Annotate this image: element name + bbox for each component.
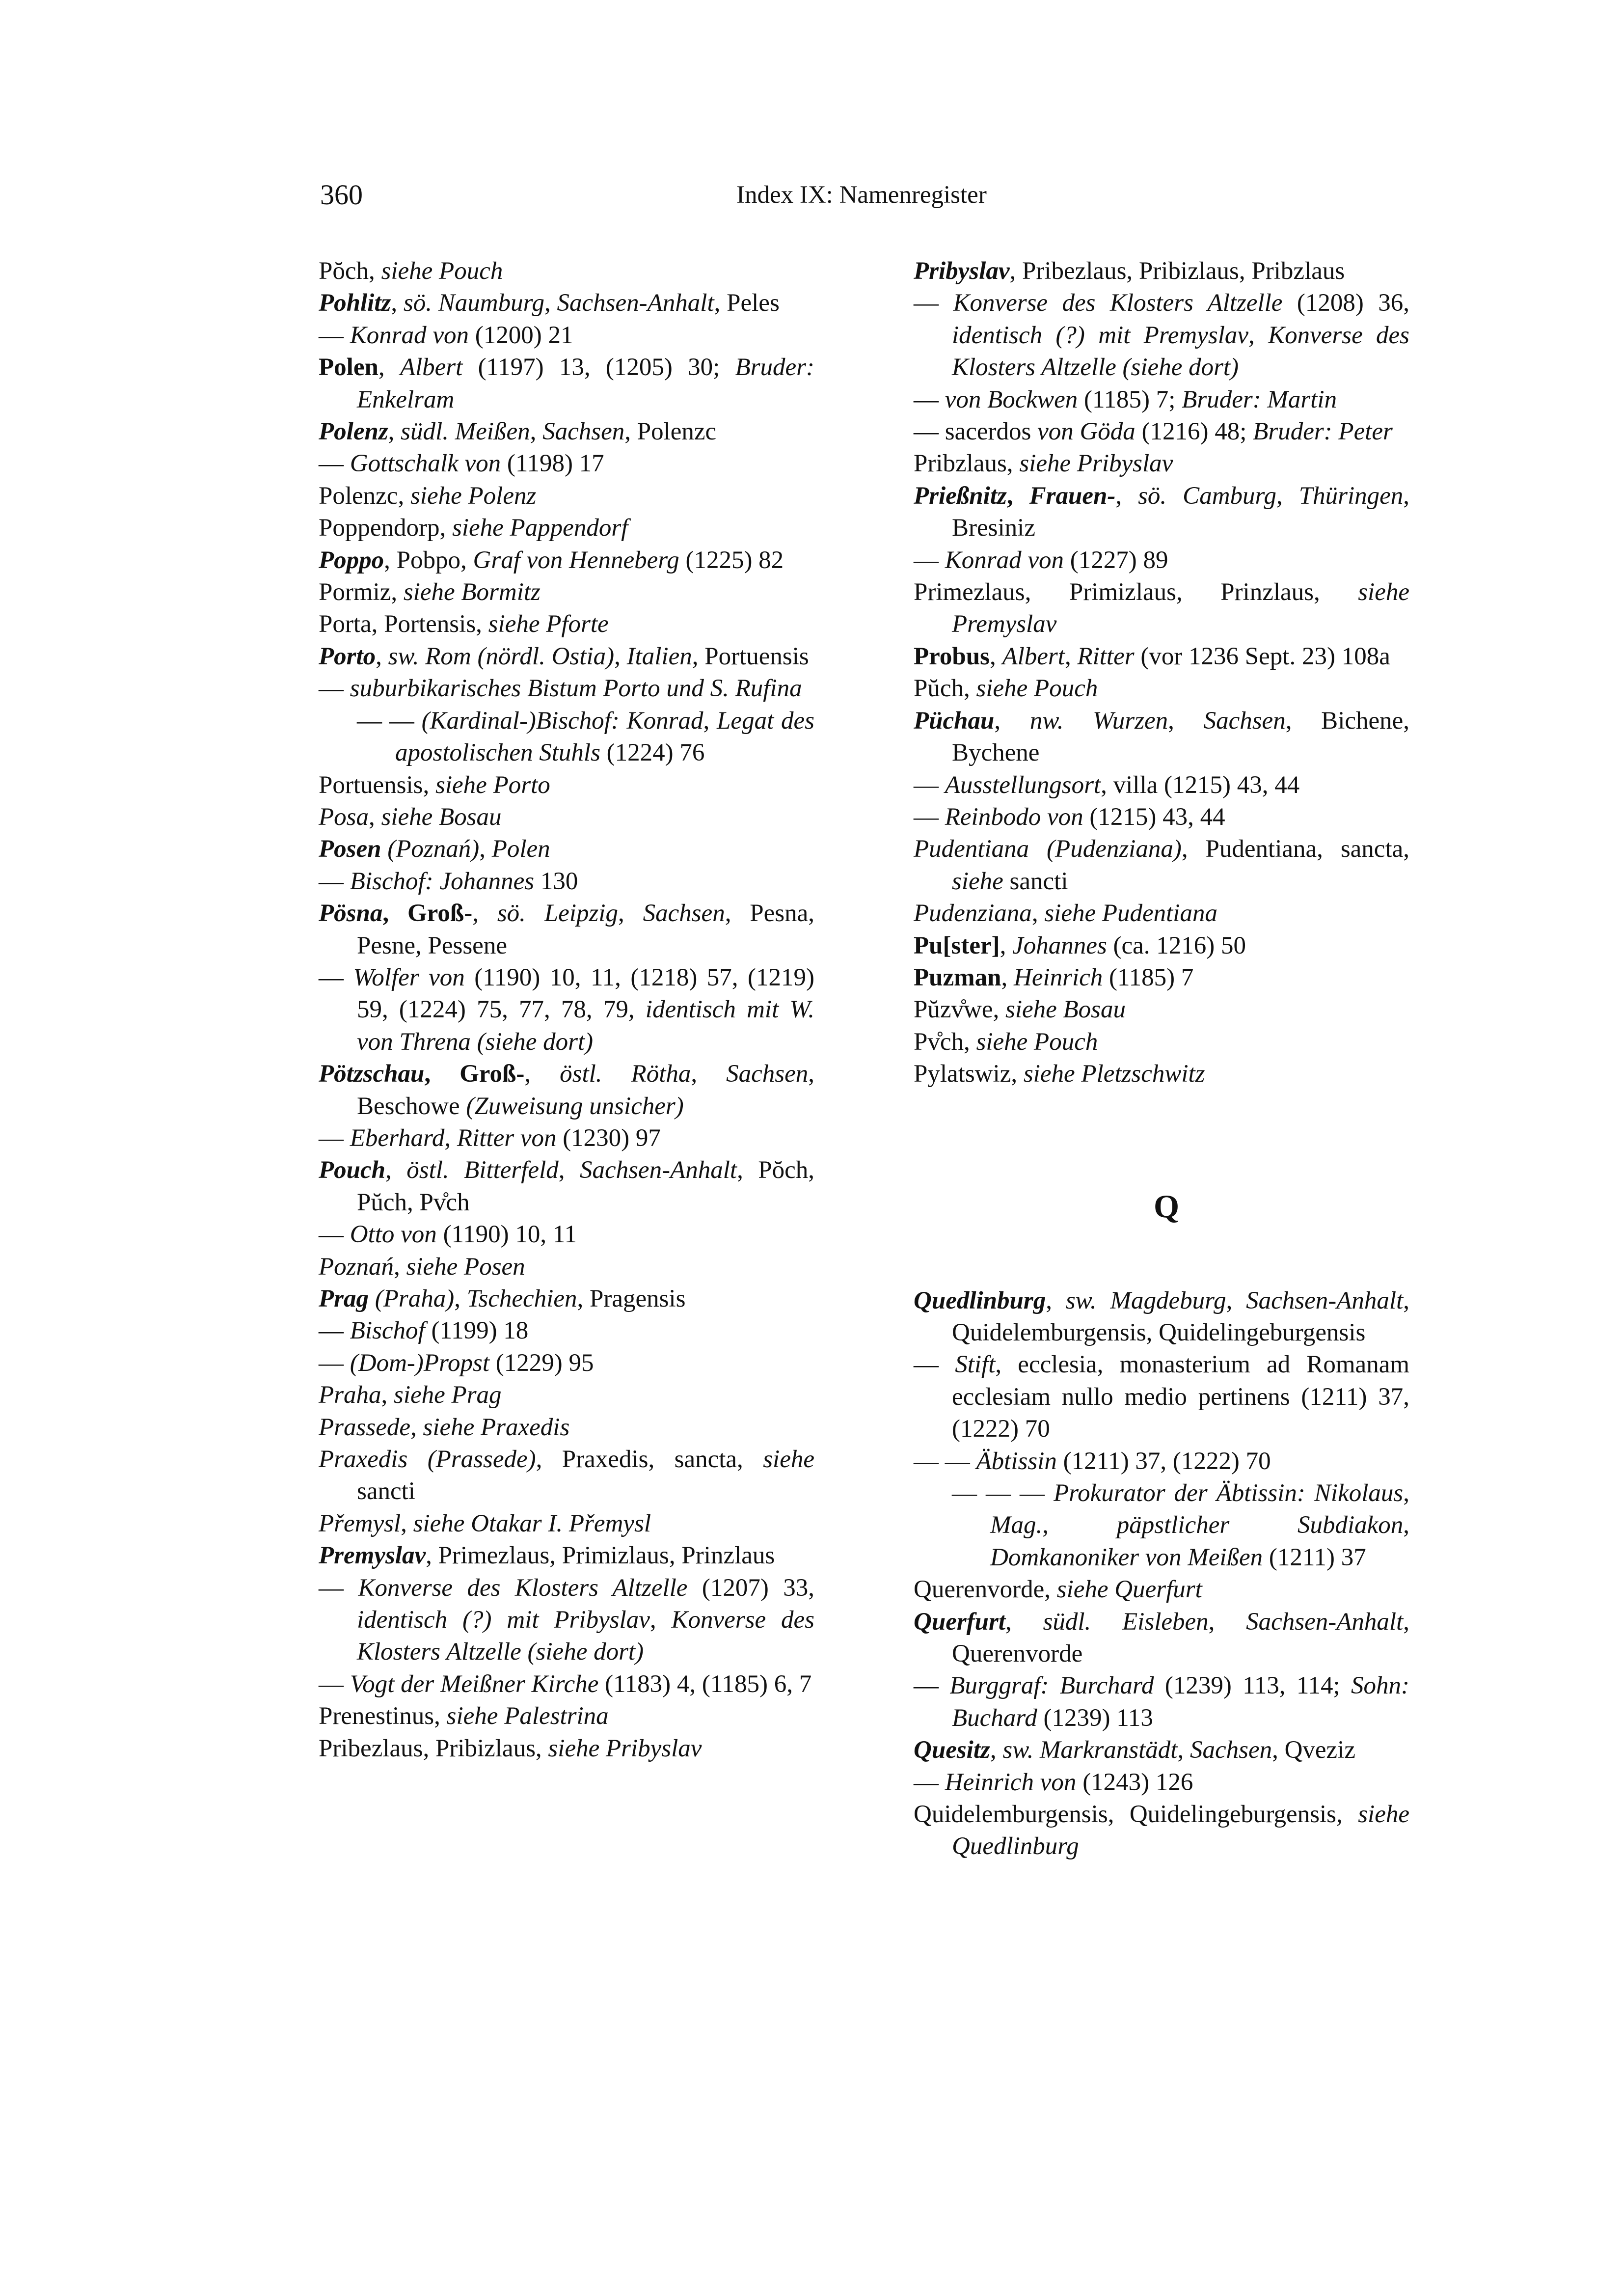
index-entry: Querfurt, südl. Eisleben, Sachsen-Anhalt, Querenvorde — [914, 1608, 1409, 1668]
index-entry: Pylatswiz, siehe Pletzschwitz — [914, 1060, 1205, 1088]
index-entry: — — — Prokurator der Äbtissin: Nikolaus, Mag., päpstlicher Subdiakon, Domkanoniker von Meißen (1211) 37 — [952, 1479, 1410, 1571]
index-entry: Pohlitz, sö. Naumburg, Sachsen-Anhalt, Peles — [319, 289, 780, 317]
index-entry: — Konrad von (1200) 21 — [319, 321, 573, 349]
index-entry: Pribyslav, Pribezlaus, Pribizlaus, Pribzlaus — [914, 257, 1345, 285]
index-entry: Prag (Praha), Tschechien, Pragensis — [319, 1285, 686, 1312]
index-entry: — Konrad von (1227) 89 — [914, 546, 1168, 574]
index-column-right — [914, 255, 1409, 1863]
index-entry: Pribzlaus, siehe Pribyslav — [914, 450, 1173, 478]
index-entry: — Konverse des Klosters Altzelle (1207) 33, identisch (?) mit Pribyslav, Konverse des Klosters Altzelle (siehe dort) — [319, 1574, 815, 1666]
index-entry: Probus, Albert, Ritter (vor 1236 Sept. 23) 108a — [914, 642, 1390, 670]
index-entry: Praha, siehe Prag — [319, 1381, 502, 1409]
index-entry: Porta, Portensis, siehe Pforte — [319, 610, 609, 638]
index-entry: — Gottschalk von (1198) 17 — [319, 450, 604, 478]
index-entry: Pudenziana, siehe Pudentiana — [914, 900, 1217, 928]
running-title: Index IX: Namenregister — [736, 181, 987, 209]
index-entry: Posa, siehe Bosau — [319, 803, 502, 831]
index-entry: Poppo, Pobpo, Graf von Henneberg (1225) 82 — [319, 546, 784, 574]
index-entry: Querenvorde, siehe Querfurt — [914, 1576, 1202, 1604]
index-entry: Poppendorp, siehe Pappendorf — [319, 514, 628, 542]
index-entry: — Vogt der Meißner Kirche (1183) 4, (1185) 6, 7 — [319, 1670, 812, 1698]
index-entry: Portuensis, siehe Porto — [319, 771, 550, 799]
index-entry: Přemysl, siehe Otakar I. Přemysl — [319, 1509, 651, 1537]
index-entry: — sacerdos von Göda (1216) 48; Bruder: Peter — [914, 418, 1393, 446]
index-entry: — Reinbodo von (1215) 43, 44 — [914, 803, 1225, 831]
index-entry: — Eberhard, Ritter von (1230) 97 — [319, 1124, 661, 1152]
index-entry: — Ausstellungsort, villa (1215) 43, 44 — [914, 771, 1300, 799]
index-entry: Püchau, nw. Wurzen, Sachsen, Bichene, Bychene — [914, 707, 1410, 767]
index-entry: — (Dom-)Propst (1229) 95 — [319, 1349, 594, 1377]
index-entry: Porto, sw. Rom (nördl. Ostia), Italien, Portuensis — [319, 642, 809, 670]
index-entry: — Stift, ecclesia, monasterium ad Romanam ecclesiam nullo medio pertinens (1211) 37, (1222) 70 — [914, 1351, 1409, 1443]
index-entry: Pouch, östl. Bitterfeld, Sachsen-Anhalt, Pŏch, Pŭch, Pv̊ch — [319, 1156, 815, 1216]
index-entry: Pŭzv̊we, siehe Bosau — [914, 996, 1126, 1024]
index-entry: Pribezlaus, Pribizlaus, siehe Pribyslav — [319, 1734, 702, 1762]
index-entry: Pv̊ch, siehe Pouch — [914, 1028, 1098, 1056]
index-entry: Pu[ster], Johannes (ca. 1216) 50 — [914, 931, 1246, 959]
index-entry: Quesitz, sw. Markranstädt, Sachsen, Qveziz — [914, 1736, 1356, 1764]
index-entry: Posen (Poznań), Polen — [319, 835, 550, 863]
index-entry: Pormiz, siehe Bormitz — [319, 578, 541, 606]
index-entry: — Wolfer von (1190) 10, 11, (1218) 57, (1219) 59, (1224) 75, 77, 78, 79, identisch mit W. von Threna (siehe dort) — [319, 963, 815, 1056]
index-entry: Praxedis (Prassede), Praxedis, sancta, siehe sancti — [319, 1446, 814, 1505]
index-entry: Pŭch, siehe Pouch — [914, 675, 1098, 703]
index-entry: Polenz, südl. Meißen, Sachsen, Polenzc — [319, 418, 717, 446]
index-entry: — Burggraf: Burchard (1239) 113, 114; Sohn: Buchard (1239) 113 — [914, 1672, 1409, 1732]
index-entry: — — Äbtissin (1211) 37, (1222) 70 — [914, 1447, 1271, 1475]
index-entry: Premyslav, Primezlaus, Primizlaus, Prinzlaus — [319, 1542, 775, 1570]
index-entry: Poznań, siehe Posen — [319, 1253, 525, 1281]
index-entry: — von Bockwen (1185) 7; Bruder: Martin — [914, 385, 1337, 413]
index-entry: — suburbikarisches Bistum Porto und S. Rufina — [319, 675, 802, 703]
index-column-left — [319, 255, 814, 1765]
index-entry: — Heinrich von (1243) 126 — [914, 1768, 1193, 1796]
index-entry: Pŏch, siehe Pouch — [319, 257, 503, 285]
index-entry: Prassede, siehe Praxedis — [319, 1413, 570, 1441]
index-entry: Quedlinburg, sw. Magdeburg, Sachsen-Anhalt, Quidelemburgensis, Quidelingeburgensis — [914, 1286, 1409, 1346]
index-entry: Puzman, Heinrich (1185) 7 — [914, 963, 1194, 991]
index-entry: Pudentiana (Pudenziana), Pudentiana, sancta, siehe sancti — [914, 835, 1409, 895]
page-number: 360 — [320, 179, 363, 211]
index-entry: — Bischof: Johannes 130 — [319, 867, 578, 895]
index-entry: Polenzc, siehe Polenz — [319, 482, 537, 510]
index-entry: Pösna, Groß-, sö. Leipzig, Sachsen, Pesna, Pesne, Pessene — [319, 900, 815, 959]
index-entry: Polen, Albert (1197) 13, (1205) 30; Bruder: Enkelram — [319, 354, 814, 413]
index-entry: — Konverse des Klosters Altzelle (1208) 36, identisch (?) mit Premyslav, Konverse des Klosters Altzelle (siehe dort) — [914, 289, 1410, 382]
index-entry: — Bischof (1199) 18 — [319, 1317, 529, 1345]
index-entry: — Otto von (1190) 10, 11 — [319, 1221, 577, 1249]
index-entry: Pötzschau, Groß-, östl. Rötha, Sachsen, Beschowe (Zuweisung unsicher) — [319, 1060, 815, 1120]
index-entry: Quidelemburgensis, Quidelingeburgensis, siehe Quedlinburg — [914, 1801, 1409, 1860]
index-entry: Prenestinus, siehe Palestrina — [319, 1702, 609, 1730]
index-entry: — — (Kardinal-)Bischof: Konrad, Legat des apostolischen Stuhls (1224) 76 — [357, 707, 815, 767]
index-entry: Prießnitz, Frauen-, sö. Camburg, Thüringen, Bresiniz — [914, 482, 1410, 542]
index-entry: Primezlaus, Primizlaus, Prinzlaus, siehe Premyslav — [914, 578, 1409, 638]
section-letter-heading: Q — [1153, 1188, 1180, 1225]
